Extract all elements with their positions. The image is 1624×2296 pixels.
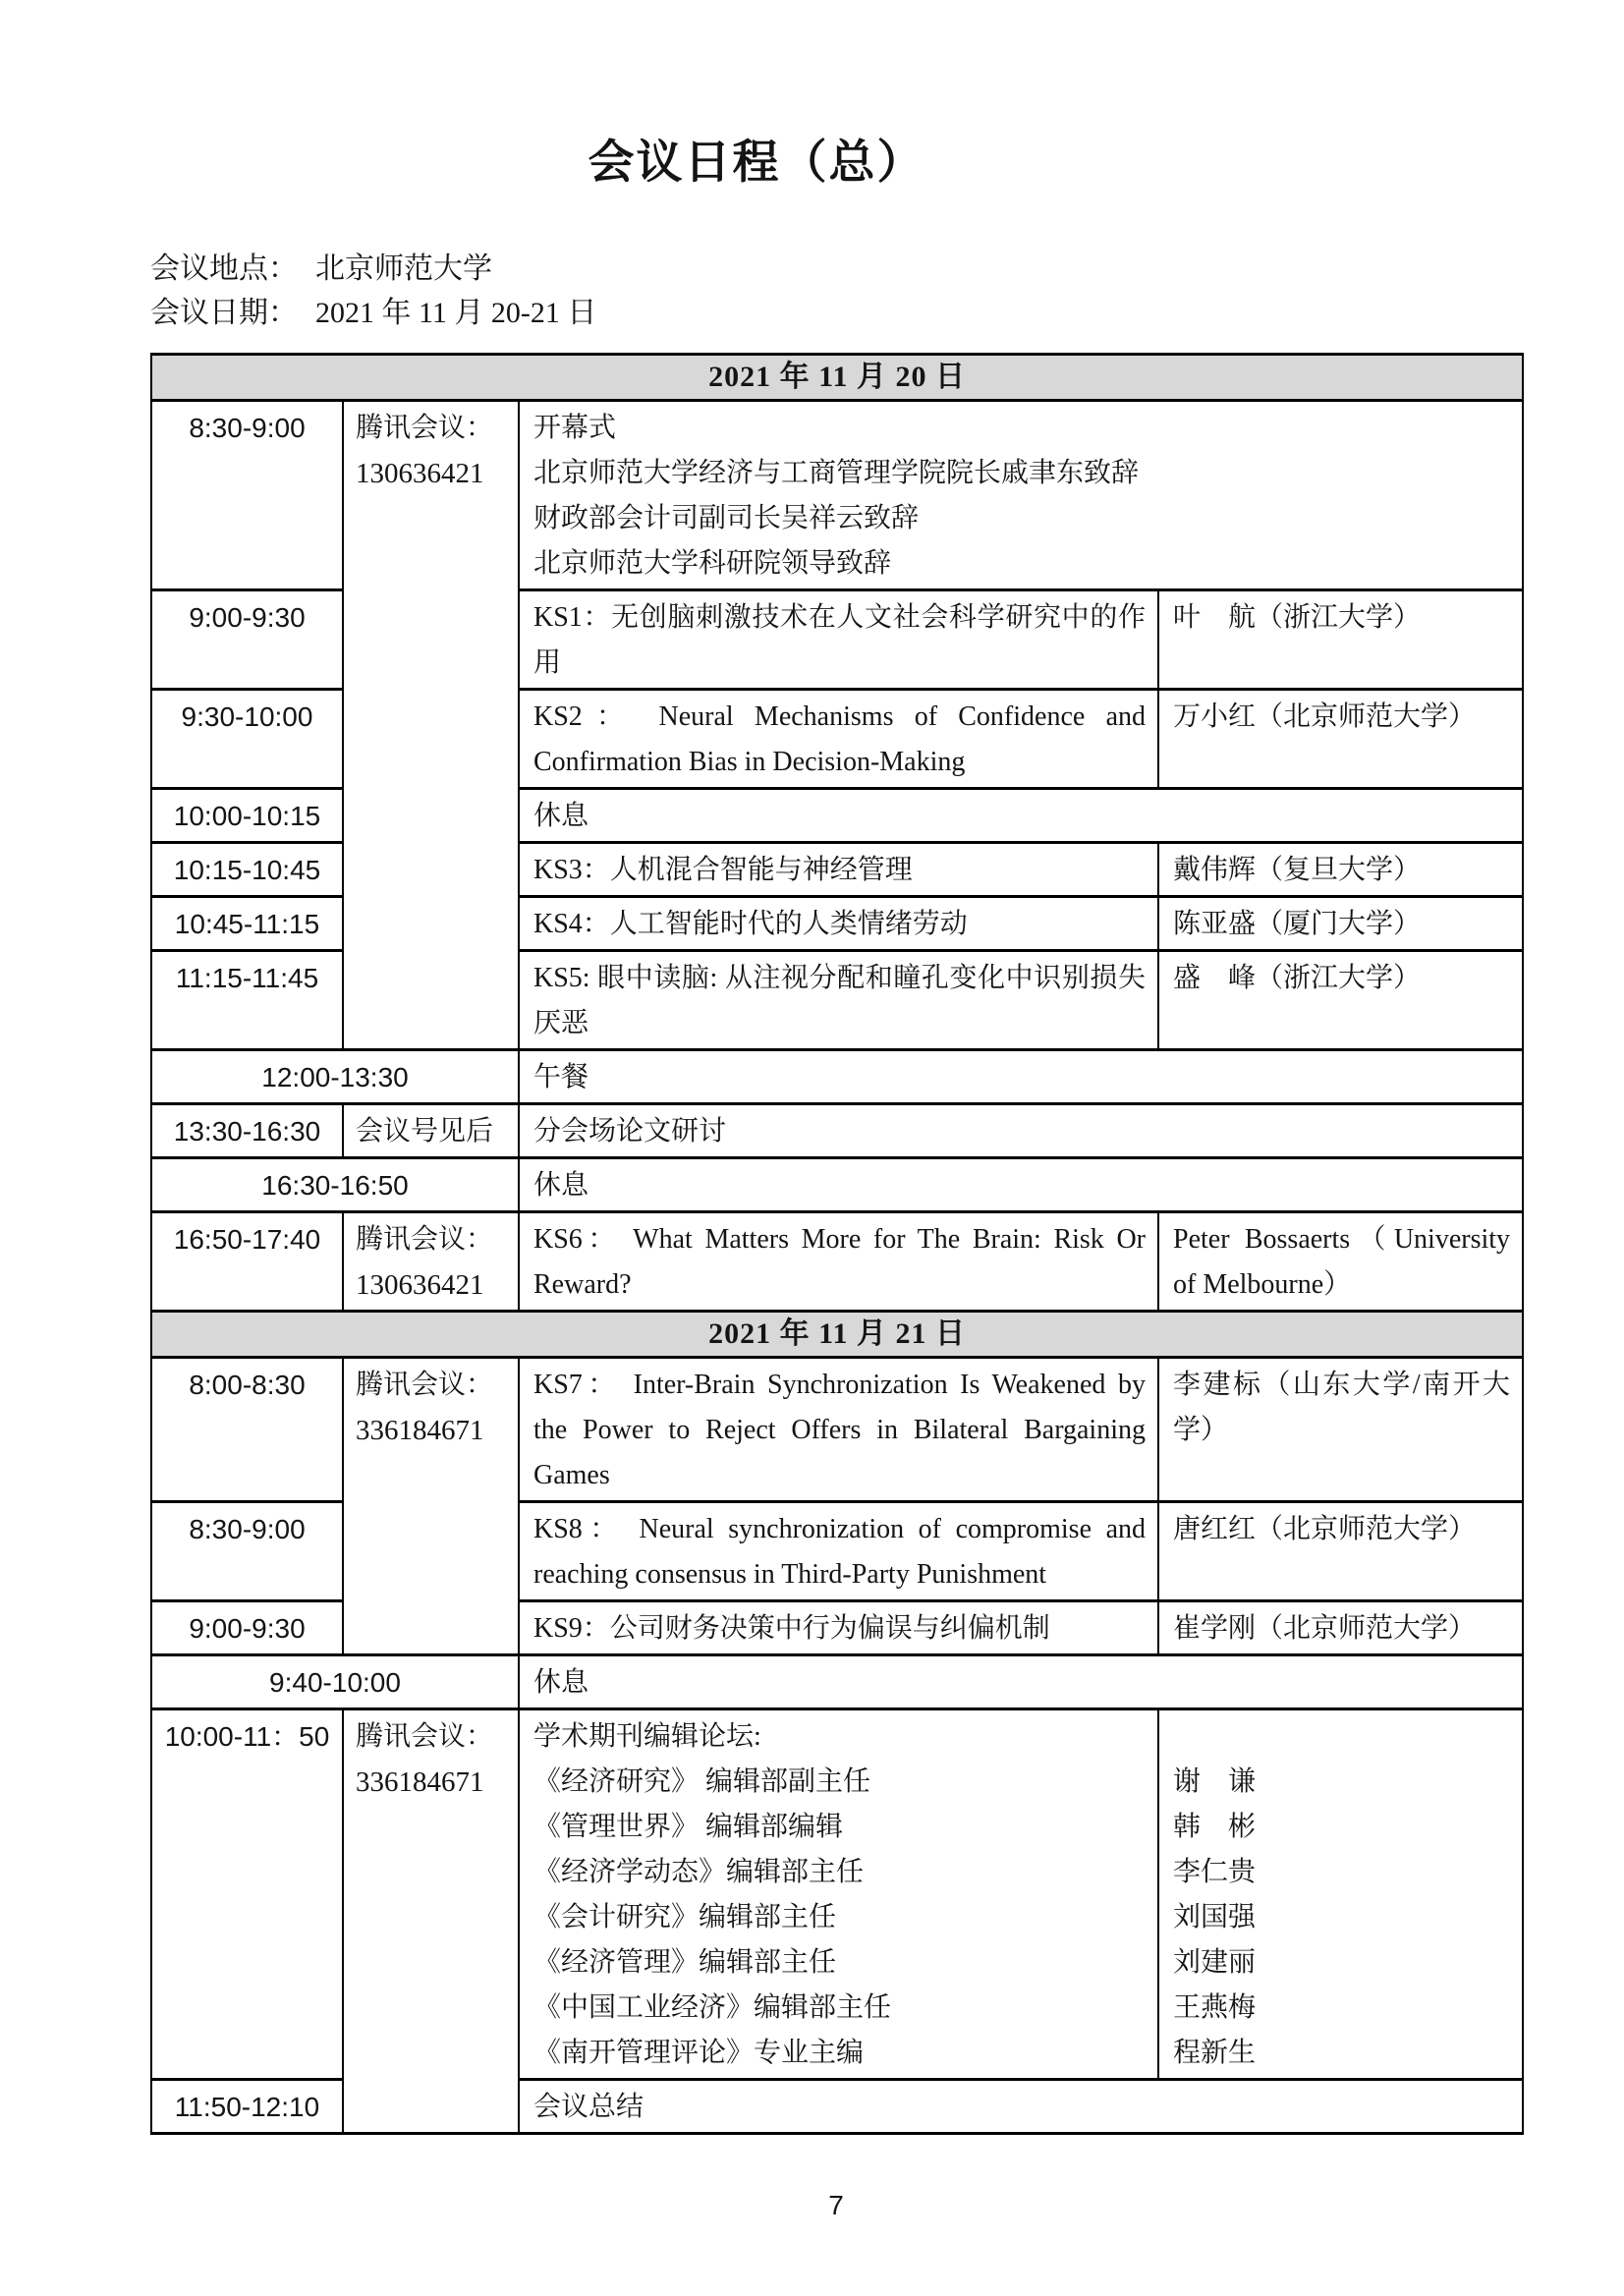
time-cell: 8:00-8:30 <box>151 1358 343 1502</box>
session-title-cell: KS4：人工智能时代的人类情绪劳动 <box>519 897 1158 951</box>
session-title-cell: KS2： Neural Mechanisms of Confidence and Confirmation Bias in Decision-Making <box>519 690 1158 789</box>
opening-content-cell <box>519 401 1523 590</box>
meeting-id: 336184671 <box>356 1415 484 1446</box>
speaker-cell: Peter Bossaerts（University of Melbourne） <box>1158 1212 1523 1312</box>
time-cell: 8:30-9:00 <box>151 1502 343 1601</box>
forum-name: 程新生 <box>1173 2038 1257 2068</box>
speaker-cell: 陈亚盛（厦门大学） <box>1158 897 1523 951</box>
time-cell: 16:50-17:40 <box>151 1212 343 1312</box>
row-lunch <box>151 1050 1523 1104</box>
row-editor-forum <box>151 1709 1523 2080</box>
meeting-cell <box>343 1709 519 2134</box>
speaker-cell: 万小红（北京师范大学） <box>1158 690 1523 789</box>
time-cell: 11:15-11:45 <box>151 951 343 1050</box>
time-cell: 10:45-11:15 <box>151 897 343 951</box>
date-line <box>150 291 1522 335</box>
meeting-id: 130636421 <box>356 1269 484 1301</box>
day2-header-row <box>151 1312 1523 1358</box>
time-cell: 16:30-16:50 <box>151 1158 519 1212</box>
row-break-afternoon <box>151 1158 1523 1212</box>
closing-label-cell: 会议总结 <box>519 2080 1523 2134</box>
time-cell: 10:15-10:45 <box>151 843 343 897</box>
meeting-info <box>150 247 1522 335</box>
meeting-label: 腾讯会议： <box>356 1370 494 1400</box>
break-label-cell: 休息 <box>519 1158 1523 1212</box>
break-label-cell: 休息 <box>519 789 1523 843</box>
venue-label: 会议地点： <box>150 252 298 285</box>
time-cell: 10:00-11：50 <box>151 1709 343 2080</box>
time-cell: 11:50-12:10 <box>151 2080 343 2134</box>
meeting-id: 130636421 <box>356 458 484 489</box>
meeting-label: 腾讯会议： <box>356 413 494 443</box>
forum-role: 《会计研究》编辑部主任 <box>533 1902 837 1932</box>
page-title: 会议日程（总） <box>588 138 925 189</box>
forum-name: 刘建丽 <box>1173 1947 1257 1978</box>
time-cell: 9:40-10:00 <box>151 1655 519 1709</box>
speaker-cell: 唐红红（北京师范大学） <box>1158 1502 1523 1601</box>
time-cell: 9:00-9:30 <box>151 1601 343 1655</box>
forum-title: 学术期刊编辑论坛: <box>533 1721 761 1752</box>
meeting-id: 336184671 <box>356 1766 484 1798</box>
time-cell: 9:30-10:00 <box>151 690 343 789</box>
session-title-cell: KS7： Inter-Brain Synchronization Is Weakened by the Power to Reject Offers in Bilateral Bargaining Games <box>519 1358 1158 1502</box>
day1-date-header: 2021 年 11 月 20 日 <box>151 355 1523 401</box>
row-ks7 <box>151 1358 1523 1502</box>
date-label: 会议日期： <box>150 297 298 329</box>
session-title-cell: KS5: 眼中读脑: 从注视分配和瞳孔变化中识别损失厌恶 <box>519 951 1158 1050</box>
forum-role: 《中国工业经济》编辑部主任 <box>533 1992 892 2023</box>
opening-line: 财政部会计司副司长吴祥云致辞 <box>533 503 920 533</box>
row-parallel-sessions <box>151 1104 1523 1158</box>
forum-role: 《经济管理》编辑部主任 <box>533 1947 837 1978</box>
time-cell: 12:00-13:30 <box>151 1050 519 1104</box>
speaker-cell: 盛 峰（浙江大学） <box>1158 951 1523 1050</box>
forum-role: 《经济研究》 编辑部副主任 <box>533 1766 871 1797</box>
meeting-label: 腾讯会议： <box>356 1721 494 1752</box>
meeting-cell <box>343 401 519 1050</box>
document-page <box>150 0 1522 2221</box>
row-break-day2 <box>151 1655 1523 1709</box>
session-title-cell: KS8： Neural synchronization of compromise and reaching consensus in Third-Party Punishment <box>519 1502 1158 1601</box>
forum-role: 《管理世界》 编辑部编辑 <box>533 1812 844 1842</box>
page-number: 7 <box>828 2190 844 2220</box>
session-title-cell: KS1：无创脑刺激技术在人文社会科学研究中的作用 <box>519 590 1158 690</box>
date-value: 2021 年 11 月 20-21 日 <box>315 297 597 329</box>
day2-date-header: 2021 年 11 月 21 日 <box>151 1312 1523 1358</box>
forum-name: 李仁贵 <box>1173 1857 1257 1887</box>
speaker-cell: 崔学刚（北京师范大学） <box>1158 1601 1523 1655</box>
meeting-cell <box>343 1212 519 1312</box>
session-title-cell: KS6： What Matters More for The Brain: Risk Or Reward? <box>519 1212 1158 1312</box>
meeting-label: 腾讯会议： <box>356 1224 494 1255</box>
speaker-cell: 戴伟辉（复旦大学） <box>1158 843 1523 897</box>
meeting-cell <box>343 1358 519 1655</box>
row-opening <box>151 401 1523 590</box>
speaker-cell: 李建标（山东大学/南开大学） <box>1158 1358 1523 1502</box>
session-title-cell: KS9：公司财务决策中行为偏误与纠偏机制 <box>519 1601 1158 1655</box>
forum-name: 谢 谦 <box>1173 1766 1257 1797</box>
forum-name: 王燕梅 <box>1173 1992 1257 2023</box>
forum-roles-cell <box>519 1709 1158 2080</box>
forum-name: 刘国强 <box>1173 1902 1257 1932</box>
venue-line <box>150 247 1522 291</box>
day1-header-row <box>151 355 1523 401</box>
opening-line: 北京师范大学科研院领导致辞 <box>533 548 892 579</box>
forum-role: 《南开管理评论》专业主编 <box>533 2038 865 2068</box>
lunch-label-cell: 午餐 <box>519 1050 1523 1104</box>
venue-value: 北京师范大学 <box>315 252 492 285</box>
meeting-note-cell: 会议号见后 <box>343 1104 519 1158</box>
time-cell: 9:00-9:30 <box>151 590 343 690</box>
forum-names-cell <box>1158 1709 1523 2080</box>
opening-line: 北京师范大学经济与工商管理学院院长戚聿东致辞 <box>533 458 1140 488</box>
speaker-cell: 叶 航（浙江大学） <box>1158 590 1523 690</box>
row-ks6 <box>151 1212 1523 1312</box>
time-cell: 10:00-10:15 <box>151 789 343 843</box>
schedule-table <box>150 353 1524 2135</box>
forum-name: 韩 彬 <box>1173 1812 1257 1842</box>
forum-role: 《经济学动态》编辑部主任 <box>533 1857 865 1887</box>
time-cell: 8:30-9:00 <box>151 401 343 590</box>
time-cell: 13:30-16:30 <box>151 1104 343 1158</box>
parallel-label-cell: 分会场论文研讨 <box>519 1104 1523 1158</box>
forum-name-spacer <box>1173 1714 1510 1760</box>
opening-line: 开幕式 <box>533 413 617 443</box>
session-title-cell: KS3：人机混合智能与神经管理 <box>519 843 1158 897</box>
break-label-cell: 休息 <box>519 1655 1523 1709</box>
